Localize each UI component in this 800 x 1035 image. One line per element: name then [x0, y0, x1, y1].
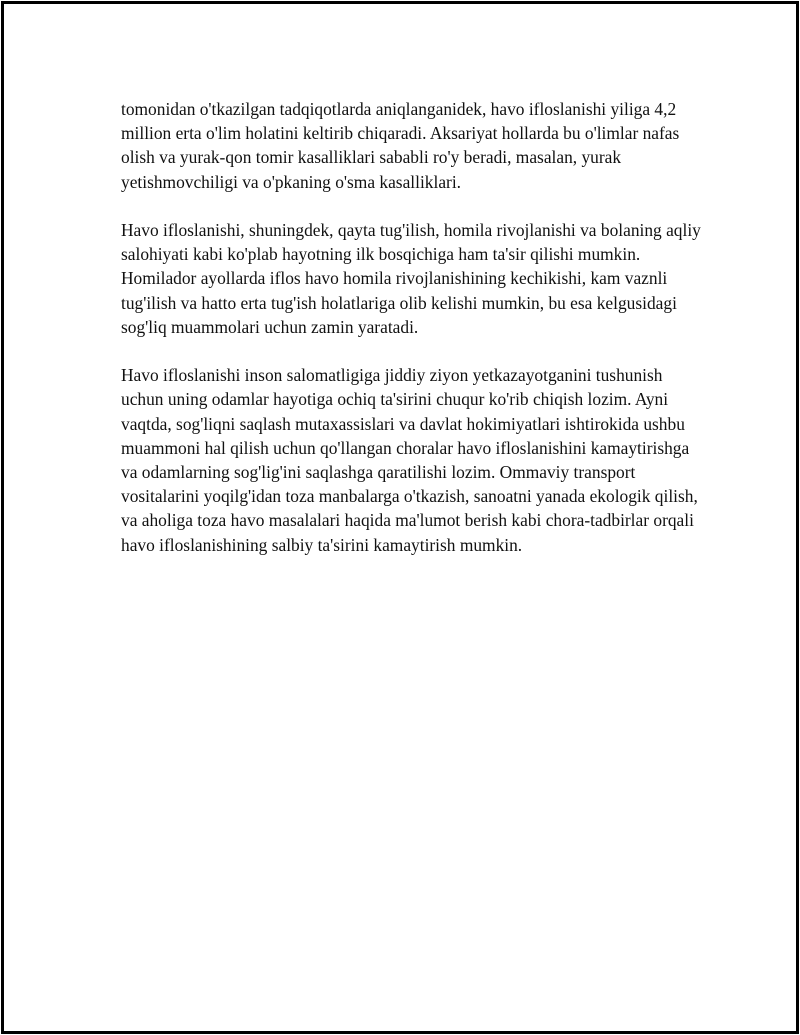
document-body: [121, 97, 701, 557]
paragraph-2: Havo ifloslanishi, shuningdek, qayta tug'ilish, homila rivojlanishi va bolaning aqliy salohiyati kabi ko'plab hayotning ilk bosqichiga ham ta'sir qilishi mumkin. Homilador ayollarda iflos havo homila rivojlanishining kechikishi, kam vaznli tug'ilish va hatto erta tug'ish holatlariga olib kelishi mumkin, bu esa kelgusidagi sog'liq muammolari uchun zamin yaratadi.: [121, 220, 701, 337]
paragraph-1: tomonidan o'tkazilgan tadqiqotlarda aniqlanganidek, havo ifloslanishi yiliga 4,2 million erta o'lim holatini keltirib chiqaradi. Aksariyat hollarda bu o'limlar nafas olish va yurak-qon tomir kasalliklari sababli ro'y beradi, masalan, yurak yetishmovchiligi va o'pkaning o'sma kasalliklari.: [121, 99, 680, 192]
paragraph-3: Havo ifloslanishi inson salomatligiga jiddiy ziyon yetkazayotganini tushunish uchun uning odamlar hayotiga ochiq ta'sirini chuqur ko'rib chiqish lozim. Ayni vaqtda, sog'liqni saqlash mutaxassislari va davlat hokimiyatlari ishtirokida ushbu muammoni hal qilish uchun qo'llangan choralar havo ifloslanishini kamaytirishga va odamlarning sog'lig'ini saqlashga qaratilishi lozim. Ommaviy transport vositalarini yoqilg'idan toza manbalarga o'tkazish, sanoatni yanada ekologik qilish, va aholiga toza havo masalalari haqida ma'lumot berish kabi chora-tadbirlar orqali havo ifloslanishining salbiy ta'sirini kamaytirish mumkin.: [121, 365, 698, 555]
document-page: [1, 1, 799, 1034]
